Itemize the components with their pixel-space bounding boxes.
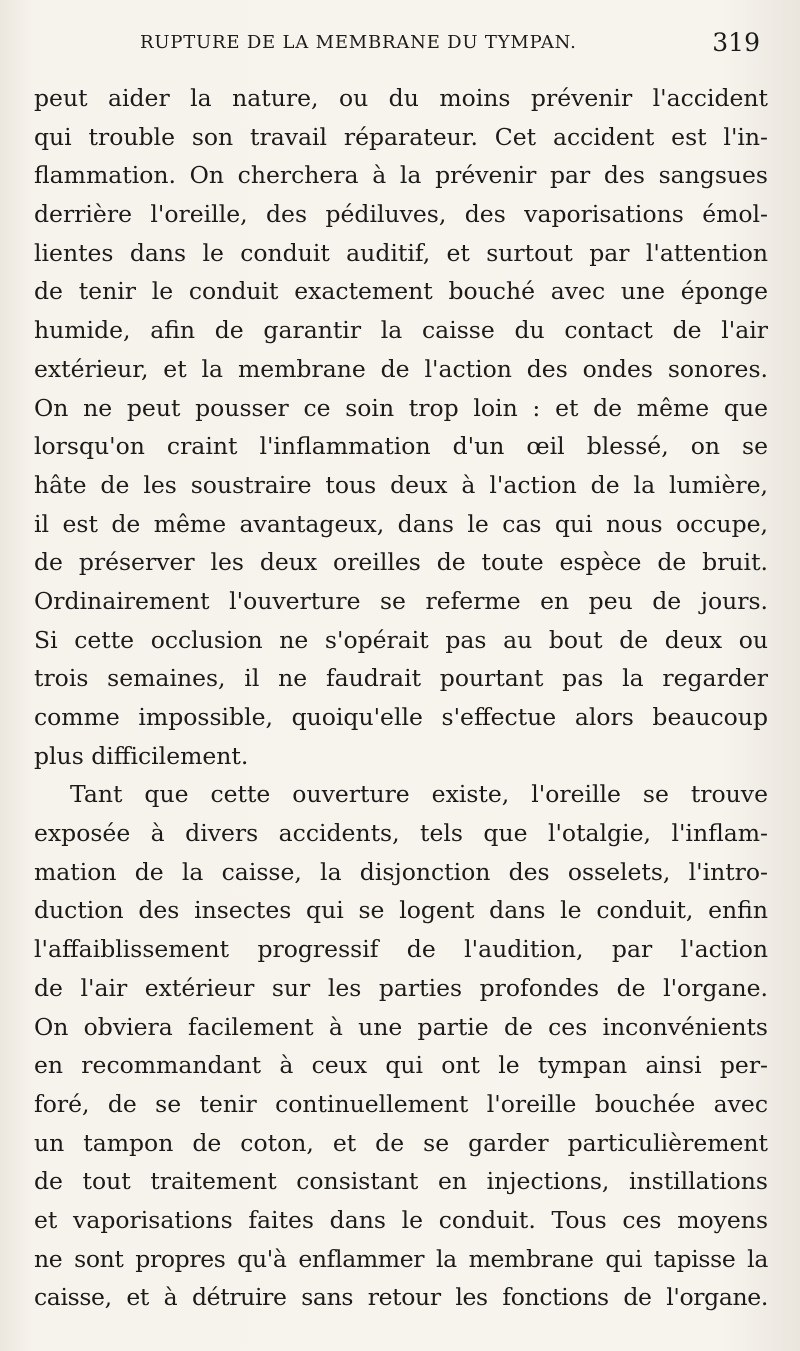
text-line: lorsqu'on craint l'inflammation d'un œil blessé, on se	[34, 432, 768, 461]
text-line: duction des insectes qui se logent dans le conduit, enfin	[34, 896, 768, 925]
text-line: plus difficilement.	[34, 741, 249, 770]
text-line: ne sont propres qu'à enflammer la membrane qui tapisse la	[34, 1244, 768, 1273]
text-line: flammation. On cherchera à la prévenir par des sangsues	[34, 161, 768, 190]
text-line: de tenir le conduit exactement bouché avec une éponge	[34, 277, 768, 306]
text-line: derrière l'oreille, des pédiluves, des vaporisations émol-	[34, 200, 768, 229]
text-line: comme impossible, quoiqu'elle s'effectue alors beaucoup	[34, 703, 768, 731]
text-line: Ordinairement l'ouverture se referme en peu de jours.	[34, 586, 768, 615]
text-line: de l'air extérieur sur les parties profondes de l'organe.	[34, 973, 768, 1002]
text-line: humide, afin de garantir la caisse du contact de l'air	[34, 316, 768, 345]
text-line: foré, de se tenir continuellement l'oreille bouchée avec	[34, 1089, 768, 1118]
text-line: lientes dans le conduit auditif, et surtout par l'attention	[34, 238, 768, 267]
text-line: hâte de les soustraire tous deux à l'action de la lumière,	[34, 470, 768, 499]
text-line: en recommandant à ceux qui ont le tympan ainsi per-	[34, 1051, 768, 1080]
text-line: qui trouble son travail réparateur. Cet accident est l'in-	[34, 122, 768, 151]
text-line: extérieur, et la membrane de l'action des ondes sonores.	[34, 354, 768, 383]
paragraph-2	[34, 775, 768, 1317]
text-line: l'affaiblissement progressif de l'audition, par l'action	[34, 935, 768, 964]
text-line: de préserver les deux oreilles de toute espèce de bruit.	[34, 548, 768, 577]
text-line: mation de la caisse, la disjonction des osselets, l'intro-	[34, 857, 768, 886]
text-line: un tampon de coton, et de se garder particulièrement	[34, 1128, 768, 1157]
text-line: il est de même avantageux, dans le cas qui nous occupe,	[34, 509, 768, 538]
text-line: exposée à divers accidents, tels que l'otalgie, l'inflam-	[34, 819, 768, 848]
text-line: caisse, et à détruire sans retour les fonctions de l'organe.	[34, 1283, 768, 1312]
text-line: On ne peut pousser ce soin trop loin : et de même que	[34, 393, 768, 422]
page-number: 319	[712, 28, 760, 57]
running-head: RUPTURE DE LA MEMBRANE DU TYMPAN.	[140, 32, 577, 53]
text-line: peut aider la nature, ou du moins prévenir l'accident	[34, 84, 768, 112]
text-line: Si cette occlusion ne s'opérait pas au bout de deux ou	[34, 625, 768, 654]
text-line: trois semaines, il ne faudrait pourtant pas la regarder	[34, 664, 768, 693]
text-line: On obviera facilement à une partie de ces inconvénients	[34, 1012, 768, 1041]
text-line: et vaporisations faites dans le conduit. Tous ces moyens	[34, 1205, 768, 1234]
text-line: Tant que cette ouverture existe, l'oreille se trouve	[70, 780, 768, 809]
body-text	[34, 79, 768, 1317]
paragraph-1	[34, 79, 768, 775]
text-line: de tout traitement consistant en injections, instillations	[34, 1167, 768, 1196]
page-header	[60, 28, 760, 58]
